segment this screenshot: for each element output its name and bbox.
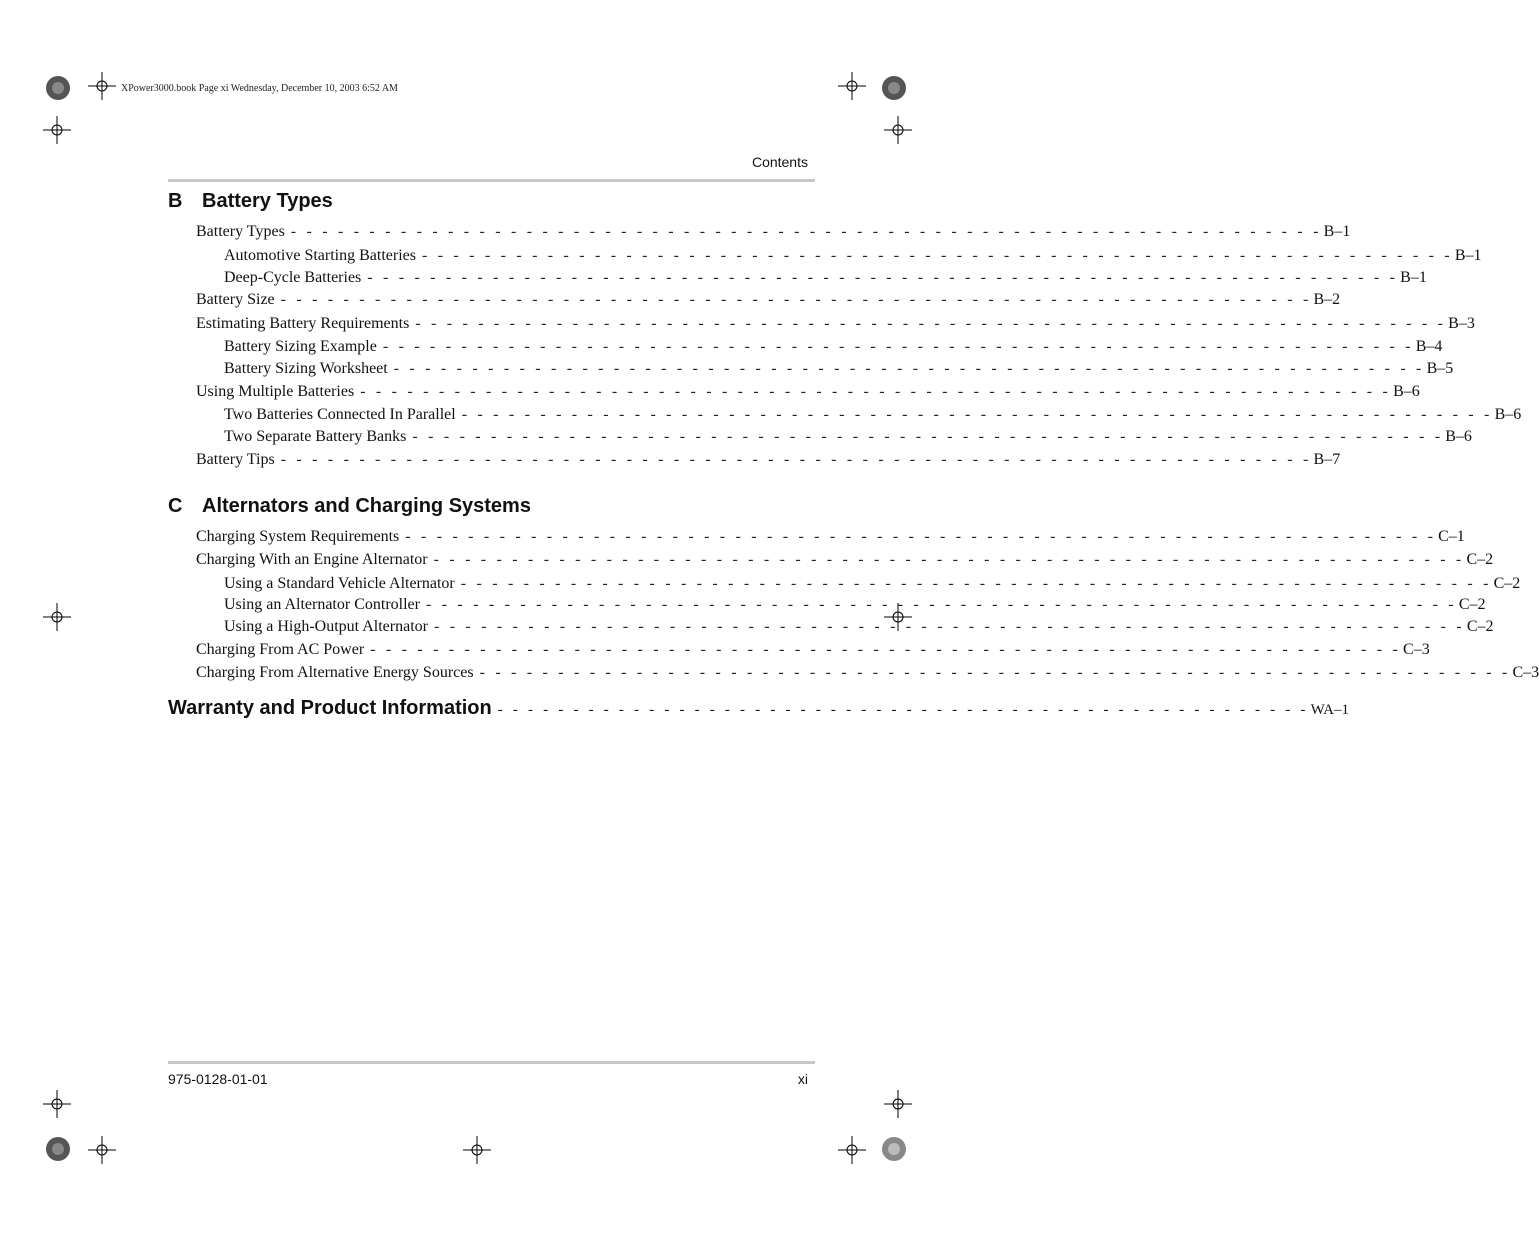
registration-mark-icon xyxy=(88,72,116,100)
toc-entry[interactable] xyxy=(196,549,1494,571)
toc-entry-title: Battery Size xyxy=(196,291,275,308)
dot-leader: - - - - - - - - - - - - - - - - - - - - - - - - - - - - - - - - - - - - - - - - - - - - - - - - - - - - - - - - - - - - - - - - - - xyxy=(461,406,1493,423)
toc-entry-page: C–2 xyxy=(1466,618,1494,635)
dot-leader: - - - - - - - - - - - - - - - - - - - - - - - - - - - - - - - - - - - - - - - - - - - - - - - - - - - - - - - - - - - - - - - - - - xyxy=(415,315,1447,332)
toc-entry[interactable] xyxy=(196,639,1430,661)
dot-leader: - - - - - - - - - - - - - - - - - - - - - - - - - - - - - - - - - - - - - - - - - - - - - - - - - - - - - - - - - - - - - - - - - - xyxy=(290,223,1322,240)
toc-entry-warranty[interactable] xyxy=(168,697,1349,725)
toc-entry-page: B–4 xyxy=(1415,338,1443,355)
toc-entry-page: C–2 xyxy=(1493,575,1521,592)
registration-mark-icon xyxy=(463,1136,491,1164)
section-heading-b xyxy=(168,190,808,213)
toc-entry-page: B–7 xyxy=(1313,451,1341,468)
dot-leader: - - - - - - - - - - - - - - - - - - - - - - - - - - - - - - - - - - - - - - - - - - - - - - - - - - - - - - - - - - - - - - - - - - xyxy=(421,247,1453,264)
toc-entry-title: Battery Sizing Example xyxy=(224,338,377,355)
toc-entry-title: Using an Alternator Controller xyxy=(224,596,420,613)
page-number: xi xyxy=(797,1071,808,1087)
toc-entry-title: Warranty and Product Information xyxy=(168,697,492,719)
toc-entry-title: Battery Tips xyxy=(196,451,275,468)
toc-entry-page: B–5 xyxy=(1426,360,1454,377)
toc-entry-title: Charging From AC Power xyxy=(196,641,365,658)
color-target-icon xyxy=(881,1136,907,1162)
toc-entry-title: Deep-Cycle Batteries xyxy=(224,269,362,286)
header-rule xyxy=(168,179,815,182)
toc-entry-page: C–1 xyxy=(1438,528,1465,545)
section-title: Alternators and Charging Systems xyxy=(202,495,531,517)
registration-mark-icon xyxy=(838,1136,866,1164)
dot-leader: - - - - - - - - - - - - - - - - - - - - - - - - - - - - - - - - - - - - - - - - - - - - - - - - - - - - - - - - - - - - - - - - - - xyxy=(393,360,1425,377)
toc-entry[interactable] xyxy=(196,313,1475,335)
section-heading-c xyxy=(168,495,808,518)
toc-entry[interactable] xyxy=(224,573,1521,595)
toc-entry-page: B–1 xyxy=(1323,223,1351,240)
dot-leader: - - - - - - - - - - - - - - - - - - - - - - - - - - - - - - - - - - - - - - - - - - - - - - - - - - - - - - - - - - - - - - - - - - xyxy=(280,291,1312,308)
toc-entry-title: Two Separate Battery Banks xyxy=(224,428,407,445)
section-letter: C xyxy=(168,495,183,517)
toc-entry-title: Battery Sizing Worksheet xyxy=(224,360,388,377)
toc-entry-title: Using Multiple Batteries xyxy=(196,383,355,400)
registration-mark-icon xyxy=(884,116,912,144)
toc-entry-page: B–6 xyxy=(1445,428,1472,445)
registration-mark-icon xyxy=(43,1090,71,1118)
toc-entry-page: C–3 xyxy=(1403,641,1430,658)
toc-entry-title: Charging From Alternative Energy Sources xyxy=(196,664,474,681)
toc-entry-title: Charging With an Engine Alternator xyxy=(196,551,428,568)
toc-entry-page: B–6 xyxy=(1494,406,1522,423)
section-letter: B xyxy=(168,190,183,212)
toc-entry[interactable] xyxy=(224,245,1482,267)
dot-leader: - - - - - - - - - - - - - - - - - - - - - - - - - - - - - - - - - - - - - - - - - - - - - - - - - - - - - - - - - - - - - - - - - - xyxy=(425,596,1457,613)
dot-leader: - - - - - - - - - - - - - - - - - - - - - - - - - - - - - - - - - - - - - - - - - - - - - - - - - - - - - - - - - - - - - - - - - - xyxy=(382,338,1414,355)
dot-leader: - - - - - - - - - - - - - - - - - - - - - - - - - - - - - - - - - - - - - - - - - - - - - - - - - - - - - - - - - - - - - - - - - - xyxy=(433,618,1465,635)
toc-entry[interactable] xyxy=(224,358,1454,380)
toc-entry[interactable] xyxy=(224,404,1522,426)
registration-mark-icon xyxy=(88,1136,116,1164)
color-target-icon xyxy=(881,75,907,101)
dot-leader: - - - - - - - - - - - - - - - - - - - - - - - - - - - - - - - - - - - - - - - - - - - - - - - - - - - - - - - - - - - - - - - - - - xyxy=(479,664,1511,681)
dot-leader: - - - - - - - - - - - - - - - - - - - - - - - - - - - - - - - - - - - - - - - - - - - - - - - - - - - - - - - - - - - - - - - - - - xyxy=(370,641,1402,658)
toc-entry[interactable] xyxy=(224,426,1472,448)
dot-leader: - - - - - - - - - - - - - - - - - - - - - - - - - - - - - - - - - - - - - - - - - - - - - - - - - - - - - - - - - - - - - - - - - - xyxy=(433,551,1465,568)
running-head: Contents xyxy=(751,154,808,170)
dot-leader: - - - - - - - - - - - - - - - - - - - - - - - - - - - - - - - - - - - - - - - - - - - - - - - - - - - - - - xyxy=(497,702,1309,718)
dot-leader: - - - - - - - - - - - - - - - - - - - - - - - - - - - - - - - - - - - - - - - - - - - - - - - - - - - - - - - - - - - - - - - - - - xyxy=(460,575,1492,592)
toc-entry[interactable] xyxy=(196,662,1539,684)
toc-entry-title: Automotive Starting Batteries xyxy=(224,247,416,264)
registration-mark-icon xyxy=(43,603,71,631)
dot-leader: - - - - - - - - - - - - - - - - - - - - - - - - - - - - - - - - - - - - - - - - - - - - - - - - - - - - - - - - - - - - - - - - - - xyxy=(280,451,1312,468)
toc-entry-title: Two Batteries Connected In Parallel xyxy=(224,406,456,423)
dot-leader: - - - - - - - - - - - - - - - - - - - - - - - - - - - - - - - - - - - - - - - - - - - - - - - - - - - - - - - - - - - - - - - - - - xyxy=(360,383,1392,400)
registration-mark-icon xyxy=(43,116,71,144)
dot-leader: - - - - - - - - - - - - - - - - - - - - - - - - - - - - - - - - - - - - - - - - - - - - - - - - - - - - - - - - - - - - - - - - - - xyxy=(367,269,1399,286)
print-slug: XPower3000.book Page xi Wednesday, December 10, 2003 6:52 AM xyxy=(121,83,398,94)
toc-entry-page: C–2 xyxy=(1458,596,1486,613)
toc-entry[interactable] xyxy=(196,289,1341,311)
toc-entry-page: B–3 xyxy=(1448,315,1475,332)
registration-mark-icon xyxy=(884,1090,912,1118)
color-target-icon xyxy=(45,1136,71,1162)
section-title: Battery Types xyxy=(202,190,333,212)
toc-entry-title: Estimating Battery Requirements xyxy=(196,315,410,332)
registration-mark-icon xyxy=(838,72,866,100)
toc-entry-title: Battery Types xyxy=(196,223,285,240)
toc-entry-page: B–1 xyxy=(1400,269,1427,286)
toc-entry-page: WA–1 xyxy=(1310,702,1349,718)
toc-entry[interactable] xyxy=(196,381,1420,403)
toc-entry-page: B–6 xyxy=(1393,383,1420,400)
toc-entry[interactable] xyxy=(196,526,1465,548)
toc-entry[interactable] xyxy=(196,221,1351,243)
dot-leader: - - - - - - - - - - - - - - - - - - - - - - - - - - - - - - - - - - - - - - - - - - - - - - - - - - - - - - - - - - - - - - - - - - xyxy=(405,528,1437,545)
toc-entry-title: Charging System Requirements xyxy=(196,528,400,545)
footer-rule xyxy=(168,1061,815,1064)
toc-entry-title: Using a Standard Vehicle Alternator xyxy=(224,575,455,592)
toc-entry-page: B–2 xyxy=(1313,291,1341,308)
document-number: 975-0128-01-01 xyxy=(168,1071,268,1087)
toc-entry[interactable] xyxy=(224,267,1427,289)
toc-entry-page: C–3 xyxy=(1512,664,1539,681)
toc-entry-page: C–2 xyxy=(1466,551,1494,568)
toc-entry[interactable] xyxy=(224,336,1443,358)
toc-entry-title: Using a High-Output Alternator xyxy=(224,618,428,635)
toc-entry-page: B–1 xyxy=(1454,247,1482,264)
dot-leader: - - - - - - - - - - - - - - - - - - - - - - - - - - - - - - - - - - - - - - - - - - - - - - - - - - - - - - - - - - - - - - - - - - xyxy=(412,428,1444,445)
toc-entry[interactable] xyxy=(224,616,1494,638)
toc-entry[interactable] xyxy=(224,594,1486,616)
toc-entry[interactable] xyxy=(196,449,1341,471)
color-target-icon xyxy=(45,75,71,101)
